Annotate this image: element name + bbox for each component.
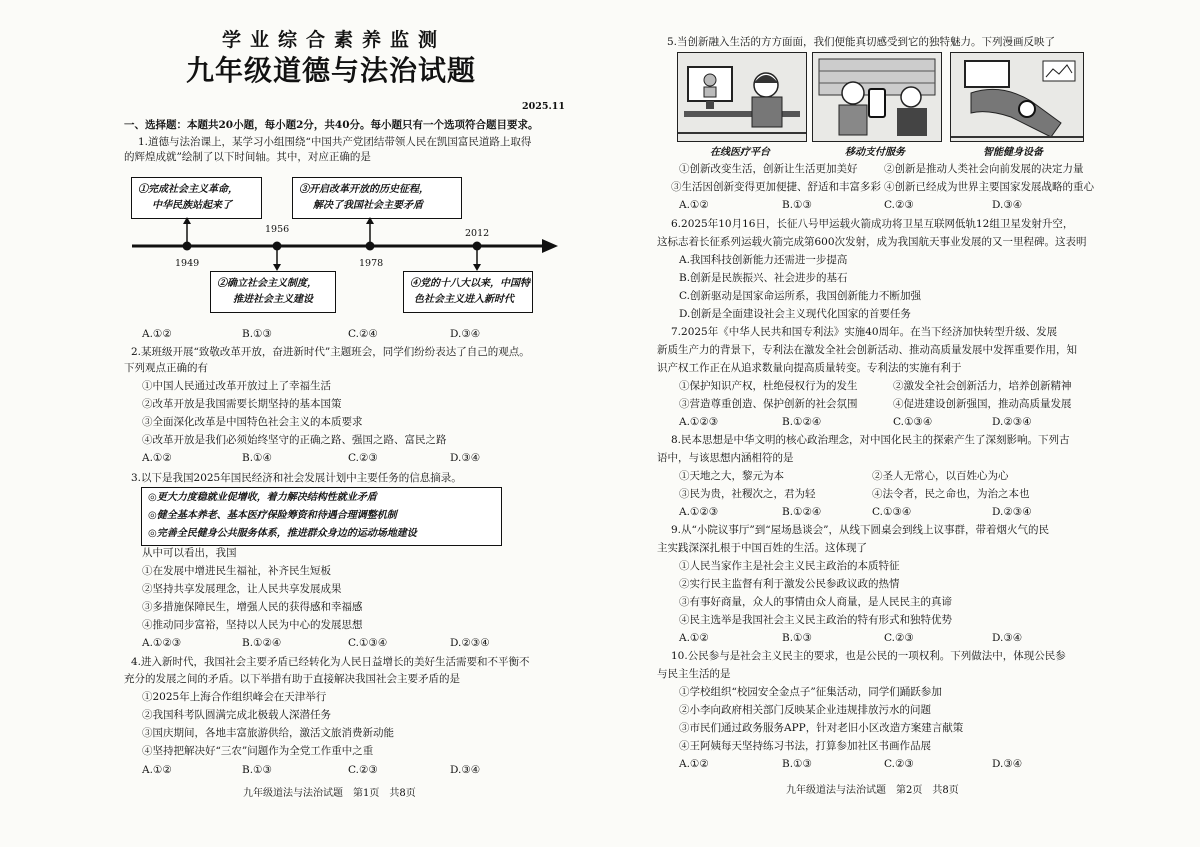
q4-stem-line1: 4.进入新时代，我国社会主要矛盾已经转化为人民日益增长的美好生活需要和不平衡不 [131, 656, 530, 668]
q5-option-c[interactable]: C.②③ [884, 199, 914, 211]
q9-option-a[interactable]: A.①② [679, 632, 709, 644]
q10-item-1: ①学校组织“校园安全金点子”征集活动，同学们踊跃参加 [679, 686, 942, 698]
q3-option-b[interactable]: B.①②④ [242, 637, 282, 649]
q5-option-b[interactable]: B.①③ [782, 199, 812, 211]
q1-option-a[interactable]: A.①② [142, 328, 172, 340]
timeline-year-1949: 1949 [175, 258, 200, 269]
q9-item-1: ①人民当家作主是社会主义民主政治的本质特征 [679, 560, 900, 572]
q3-info-line1: ◎更大力度稳就业促增收，着力解决结构性就业矛盾 [148, 492, 377, 503]
q7-item-1: ①保护知识产权，杜绝侵权行为的发生 [679, 380, 858, 392]
q7-option-a[interactable]: A.①②③ [679, 416, 719, 428]
smart-fitness-illustration [951, 53, 1083, 141]
timeline-year-1978: 1978 [359, 258, 384, 269]
q4-option-a[interactable]: A.①② [142, 764, 172, 776]
q9-option-b[interactable]: B.①③ [782, 632, 812, 644]
q8-item-3: ③民为贵，社稷次之，君为轻 [679, 488, 816, 500]
timeline-box-2-line2: 推进社会主义建设 [233, 294, 313, 305]
q6-option-b[interactable]: B.创新是民族振兴、社会进步的基石 [679, 272, 848, 284]
q9-item-3: ③有事好商量，众人的事情由众人商量，是人民民主的真谛 [679, 596, 952, 608]
q6-stem-line1: 6.2025年10月16日，长征八号甲运载火箭成功将卫星互联网低轨12组卫星发射升空， [671, 218, 1074, 230]
q1-option-d[interactable]: D.③④ [450, 328, 481, 340]
timeline-box-1 [131, 177, 262, 219]
timeline-box-3-line2: 解决了我国社会主要矛盾 [313, 200, 423, 211]
q3-item-4: ④推动同步富裕，坚持以人民为中心的发展思想 [142, 619, 363, 631]
q7-option-c[interactable]: C.①③④ [893, 416, 933, 428]
q2-option-d[interactable]: D.③④ [450, 452, 481, 464]
q6-option-a[interactable]: A.我国科技创新能力还需进一步提高 [679, 254, 848, 266]
q8-item-4: ④法令者，民之命也，为治之本也 [872, 488, 1030, 500]
q7-stem-line2: 新质生产力的背景下，专利法在激发全社会创新活动、推动高质量发展中发挥重要作用，知 [657, 344, 1077, 356]
q3-item-3: ③多措施保障民生，增强人民的获得感和幸福感 [142, 601, 363, 613]
section-heading: 一、选择题：本题共20小题，每小题2分，共40分。每小题只有一个选项符合题目要求。 [124, 119, 539, 131]
comic-panel-online-medical [677, 52, 807, 142]
q7-item-2: ②激发全社会创新活力，培养创新精神 [893, 380, 1072, 392]
comic-caption-2: 移动支付服务 [845, 147, 905, 158]
q9-option-c[interactable]: C.②③ [884, 632, 914, 644]
q2-item-2: ②改革开放是我国需要长期坚持的基本国策 [142, 398, 342, 410]
q7-option-d[interactable]: D.②③④ [992, 416, 1032, 428]
q5-option-a[interactable]: A.①② [679, 199, 709, 211]
q4-option-c[interactable]: C.②③ [348, 764, 378, 776]
q9-item-4: ④民主选举是我国社会主义民主政治的特有形式和独特优势 [679, 614, 952, 626]
q5-option-d[interactable]: D.③④ [992, 199, 1023, 211]
q7-item-4: ④促进建设创新强国，推动高质量发展 [893, 398, 1072, 410]
q2-option-c[interactable]: C.②③ [348, 452, 378, 464]
q8-option-c[interactable]: C.①③④ [872, 506, 912, 518]
q6-option-d[interactable]: D.创新是全面建设社会主义现代化国家的首要任务 [679, 308, 911, 320]
q10-item-4: ④王阿姨每天坚持练习书法，打算参加社区书画作品展 [679, 740, 931, 752]
q8-stem-line1: 8.民本思想是中华文明的核心政治理念，对中国化民主的探索产生了深刻影响。下列古 [671, 434, 1070, 446]
q4-item-2: ②我国科考队圆满完成北极载人深潜任务 [142, 709, 331, 721]
q10-stem-line2: 与民主生活的是 [657, 668, 731, 680]
timeline-box-3-line1: ③开启改革开放的历史征程， [299, 184, 429, 195]
q1-option-c[interactable]: C.②④ [348, 328, 378, 340]
page-footer-2: 九年级道法与法治试题 第2页 共8页 [786, 785, 959, 796]
q5-item-2: ②创新是推动人类社会向前发展的决定力量 [884, 163, 1084, 175]
q10-option-d[interactable]: D.③④ [992, 758, 1023, 770]
q5-item-1: ①创新改变生活，创新让生活更加美好 [679, 163, 858, 175]
q2-item-4: ④改革开放是我们必须始终坚守的正确之路、强国之路、富民之路 [142, 434, 447, 446]
q4-option-d[interactable]: D.③④ [450, 764, 481, 776]
online-medical-illustration [678, 53, 806, 141]
q4-item-4: ④坚持把解决好“三农”问题作为全党工作重中之重 [142, 745, 374, 757]
timeline-box-4-line1: ④党的十八大以来，中国特 [410, 278, 530, 289]
q8-option-a[interactable]: A.①②③ [679, 506, 719, 518]
timeline-box-3 [292, 177, 462, 219]
comic-panel-mobile-payment [812, 52, 942, 142]
q6-option-c[interactable]: C.创新驱动是国家命运所系，我国创新能力不断加强 [679, 290, 921, 302]
q10-option-c[interactable]: C.②③ [884, 758, 914, 770]
q5-item-3: ③生活因创新变得更加便捷、舒适和丰富多彩 [671, 181, 881, 193]
timeline-year-1956: 1956 [265, 224, 290, 235]
q2-stem-line1: 2.某班级开展“致敬改革开放，奋进新时代”主题班会，同学们纷纷表达了自己的观点。 [131, 346, 530, 358]
q3-option-d[interactable]: D.②③④ [450, 637, 490, 649]
q7-option-b[interactable]: B.①②④ [782, 416, 822, 428]
timeline-box-4 [403, 271, 533, 313]
q5-stem: 5.当创新融入生活的方方面面，我们便能真切感受到它的独特魅力。下列漫画反映了 [667, 36, 1056, 48]
exam-page-2 [600, 0, 1200, 847]
q8-stem-line2: 语中，与该思想内涵相符的是 [657, 452, 794, 464]
comic-panel-smart-fitness [950, 52, 1084, 142]
q4-option-b[interactable]: B.①③ [242, 764, 272, 776]
exam-subtitle: 学业综合素养监测 [222, 29, 447, 51]
q10-stem-line1: 10.公民参与是社会主义民主的要求，也是公民的一项权利。下列做法中，体现公民参 [671, 650, 1066, 662]
q3-item-1: ①在发展中增进民生福祉，补齐民生短板 [142, 565, 331, 577]
q3-option-a[interactable]: A.①②③ [142, 637, 182, 649]
timeline-box-1-line2: 中华民族站起来了 [152, 200, 232, 211]
q8-option-b[interactable]: B.①②④ [782, 506, 822, 518]
q9-stem-line2: 主实践深深扎根于中国百姓的生活。这体现了 [657, 542, 867, 554]
q10-item-3: ③市民们通过政务服务APP，针对老旧小区改造方案建言献策 [679, 722, 964, 734]
q2-option-b[interactable]: B.①④ [242, 452, 272, 464]
q1-option-b[interactable]: B.①③ [242, 328, 272, 340]
q5-item-4: ④创新已经成为世界主要国家发展战略的重心 [884, 181, 1094, 193]
q2-item-1: ①中国人民通过改革开放过上了幸福生活 [142, 380, 331, 392]
q10-item-2: ②小李向政府相关部门反映某企业违规排放污水的问题 [679, 704, 931, 716]
mobile-payment-illustration [813, 53, 941, 141]
q8-option-d[interactable]: D.②③④ [992, 506, 1032, 518]
q3-info-box [141, 487, 502, 546]
q10-option-b[interactable]: B.①③ [782, 758, 812, 770]
q3-info-line2: ◎健全基本养老、基本医疗保险筹资和待遇合理调整机制 [148, 510, 397, 521]
q3-lead: 从中可以看出，我国 [142, 547, 237, 559]
comic-caption-1: 在线医疗平台 [710, 147, 770, 158]
q3-info-line3: ◎完善全民健身公共服务体系，推进群众身边的运动场地建设 [148, 528, 417, 539]
timeline-box-2-line1: ②确立社会主义制度， [217, 278, 317, 289]
timeline-box-4-line2: 色社会主义进入新时代 [414, 294, 514, 305]
q7-stem-line1: 7.2025年《中华人民共和国专利法》实施40周年。在当下经济加快转型升级、发展 [671, 326, 1058, 338]
exam-title: 九年级道德与法治试题 [186, 54, 477, 87]
q7-item-3: ③营造尊重创造、保护创新的社会氛围 [679, 398, 858, 410]
q1-stem-line2: 的辉煌成就”绘制了以下时间轴。其中，对应正确的是 [124, 151, 371, 163]
q9-stem-line1: 9.从“小院议事厅”到“屋场恳谈会”，从线下圆桌会到线上议事群，带着烟火气的民 [671, 524, 1049, 536]
q4-item-3: ③国庆期间，各地丰富旅游供给，激活文旅消费新动能 [142, 727, 394, 739]
comic-caption-3: 智能健身设备 [983, 147, 1043, 158]
q8-item-1: ①天地之大，黎元为本 [679, 470, 784, 482]
q9-option-d[interactable]: D.③④ [992, 632, 1023, 644]
q3-stem: 3.以下是我国2025年国民经济和社会发展计划中主要任务的信息摘录。 [131, 472, 462, 484]
q10-option-a[interactable]: A.①② [679, 758, 709, 770]
q3-item-2: ②坚持共享发展理念，让人民共享发展成果 [142, 583, 342, 595]
q7-stem-line3: 识产权工作正在从追求数量向提高质量转变。专利法的实施有利于 [657, 362, 962, 374]
exam-date: 2025.11 [522, 101, 565, 112]
q2-option-a[interactable]: A.①② [142, 452, 172, 464]
q3-option-c[interactable]: C.①③④ [348, 637, 388, 649]
q4-stem-line2: 充分的发展之间的矛盾。以下举措有助于直接解决我国社会主要矛盾的是 [124, 673, 460, 685]
q2-item-3: ③全面深化改革是中国特色社会主义的本质要求 [142, 416, 363, 428]
q6-stem-line2: 这标志着长征系列运载火箭完成第600次发射，成为我国航天事业发展的又一里程碑。这表明 [657, 236, 1087, 248]
q2-stem-line2: 下列观点正确的有 [124, 362, 208, 374]
q4-item-1: ①2025年上海合作组织峰会在天津举行 [142, 691, 327, 703]
page-footer-1: 九年级道法与法治试题 第1页 共8页 [243, 788, 416, 799]
timeline-year-2012: 2012 [465, 228, 490, 239]
q9-item-2: ②实行民主监督有利于激发公民参政议政的热情 [679, 578, 900, 590]
q8-item-2: ②圣人无常心，以百姓心为心 [872, 470, 1009, 482]
timeline-box-2 [210, 271, 336, 313]
q1-stem-line1: 1.道德与法治课上，某学习小组围绕“中国共产党团结带领人民在凯国富民道路上取得 [138, 136, 532, 148]
timeline-box-1-line1: ①完成社会主义革命， [138, 184, 238, 195]
